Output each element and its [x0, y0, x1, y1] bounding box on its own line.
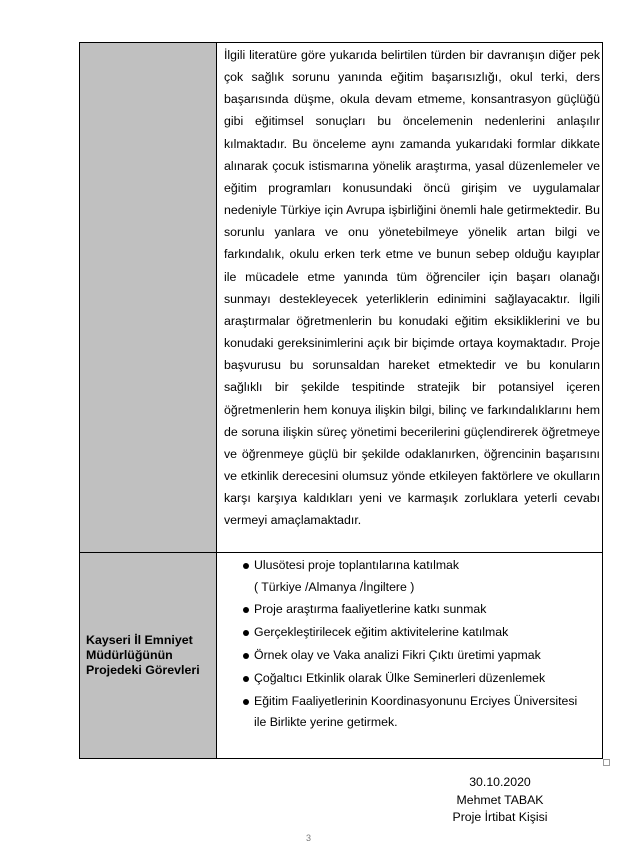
duties-label-line: Kayseri İl Emniyet	[86, 633, 193, 647]
signature-block	[440, 774, 560, 827]
table-row	[80, 43, 603, 553]
signature-name: Mehmet TABAK	[456, 792, 544, 807]
bullet-icon	[243, 630, 249, 636]
table-row	[80, 553, 603, 759]
duty-text: Proje araştırma faaliyetlerine katkı sunmak	[254, 602, 487, 617]
description-cell	[217, 43, 603, 553]
bullet-icon	[243, 607, 249, 613]
list-item	[217, 691, 602, 734]
duty-text: Eğitim Faaliyetlerinin Koordinasyonunu Erciyes Üniversitesi	[254, 693, 578, 708]
table-end-marker	[603, 759, 610, 766]
project-info-table	[79, 42, 603, 759]
page-number: 3	[306, 833, 312, 843]
bullet-icon	[243, 653, 249, 659]
list-item	[217, 645, 602, 667]
signature-title: Proje İrtibat Kişisi	[452, 810, 548, 824]
list-item	[217, 599, 602, 621]
description-paragraph: İlgili literatüre göre yukarıda belirtilen türden bir davranışın diğer pek çok sağlık sorunu yanında eğitim başarısızlığı, okul terki, ders başarısında düşme, okula devam etmeme, konsantrasyon güçlüğü gibi eğitimsel sonuçları bu öncelemenin nedenlerini anlaşılır kılmaktadır. Bu önceleme aynı zamanda yukarıdaki formlar dikkate alınarak çocuk istismarına yönelik araştırma, yasal düzenlemeler ve eğitim programları konusundaki öncü girişim ve uygulamalar nedeniyle Türkiye için Avrupa işbirliğini önemli hale getirmektedir. Bu sorunlu yanlara ve onu yönetebilmeye yönelik artan bilgi ve farkındalık, okulu erken terk etme ve bunun sebep olduğu kayıplar ile mücadele etme yanında tüm öğrenciler için başarı olanağı sunmayı destekleyecek yeterliklerin edinimini sağlayacaktır. İlgili araştırmalar öğretmenlerin bu konudaki eğitim eksikliklerini ve bu konudaki gereksinimlerini açık bir biçimde ortaya koymaktadır. Proje başvurusu bu sorunsaldan hareket etmektedir ve bu konuların sağlıklı bir şekilde tespitinde stratejik bir potansiyel içeren öğretmenlerin hem konuya ilişkin bilgi, bilinç ve farkındalıklarını hem de soruna ilişkin süreç yönetimi becerilerini güçlendirerek öğretmeye ve öğrenmeye güçlü bir şekilde odaklanırken, öğrencinin başarısını ve etkinlik derecesini olumsuz yönde etkileyen faktörlere ve okulların karşı karşıya kaldıkları yeni ve karmaşık zorluklara yeterli cevabı vermeyi amaçlamaktadır.	[224, 48, 600, 528]
bullet-icon	[243, 563, 249, 569]
duties-cell	[217, 553, 603, 759]
bullet-icon	[243, 676, 249, 682]
duty-text: Ulusötesi proje toplantılarına katılmak	[254, 558, 460, 572]
signature-date: 30.10.2020	[469, 775, 531, 789]
duty-text-continued: ( Türkiye /Almanya /İngiltere )	[254, 579, 415, 594]
duties-label-line: Projedeki Görevleri	[86, 663, 200, 677]
list-item	[217, 668, 602, 690]
duties-list	[217, 553, 602, 734]
row-label-cell	[80, 553, 217, 759]
duty-text: Çoğaltıcı Etkinlik olarak Ülke Seminerleri düzenlemek	[254, 670, 546, 685]
duty-text: Gerçekleştirilecek eğitim aktivitelerine katılmak	[254, 625, 509, 640]
list-item	[217, 622, 602, 644]
row-label-cell	[80, 43, 217, 553]
list-item	[217, 555, 602, 598]
duty-text: Örnek olay ve Vaka analizi Fikri Çıktı üretimi yapmak	[254, 647, 541, 662]
duties-label-line: Müdürlüğünün	[86, 648, 173, 662]
duty-text-continued: ile Birlikte yerine getirmek.	[254, 715, 398, 730]
bullet-icon	[243, 699, 249, 705]
duties-label	[80, 633, 216, 678]
